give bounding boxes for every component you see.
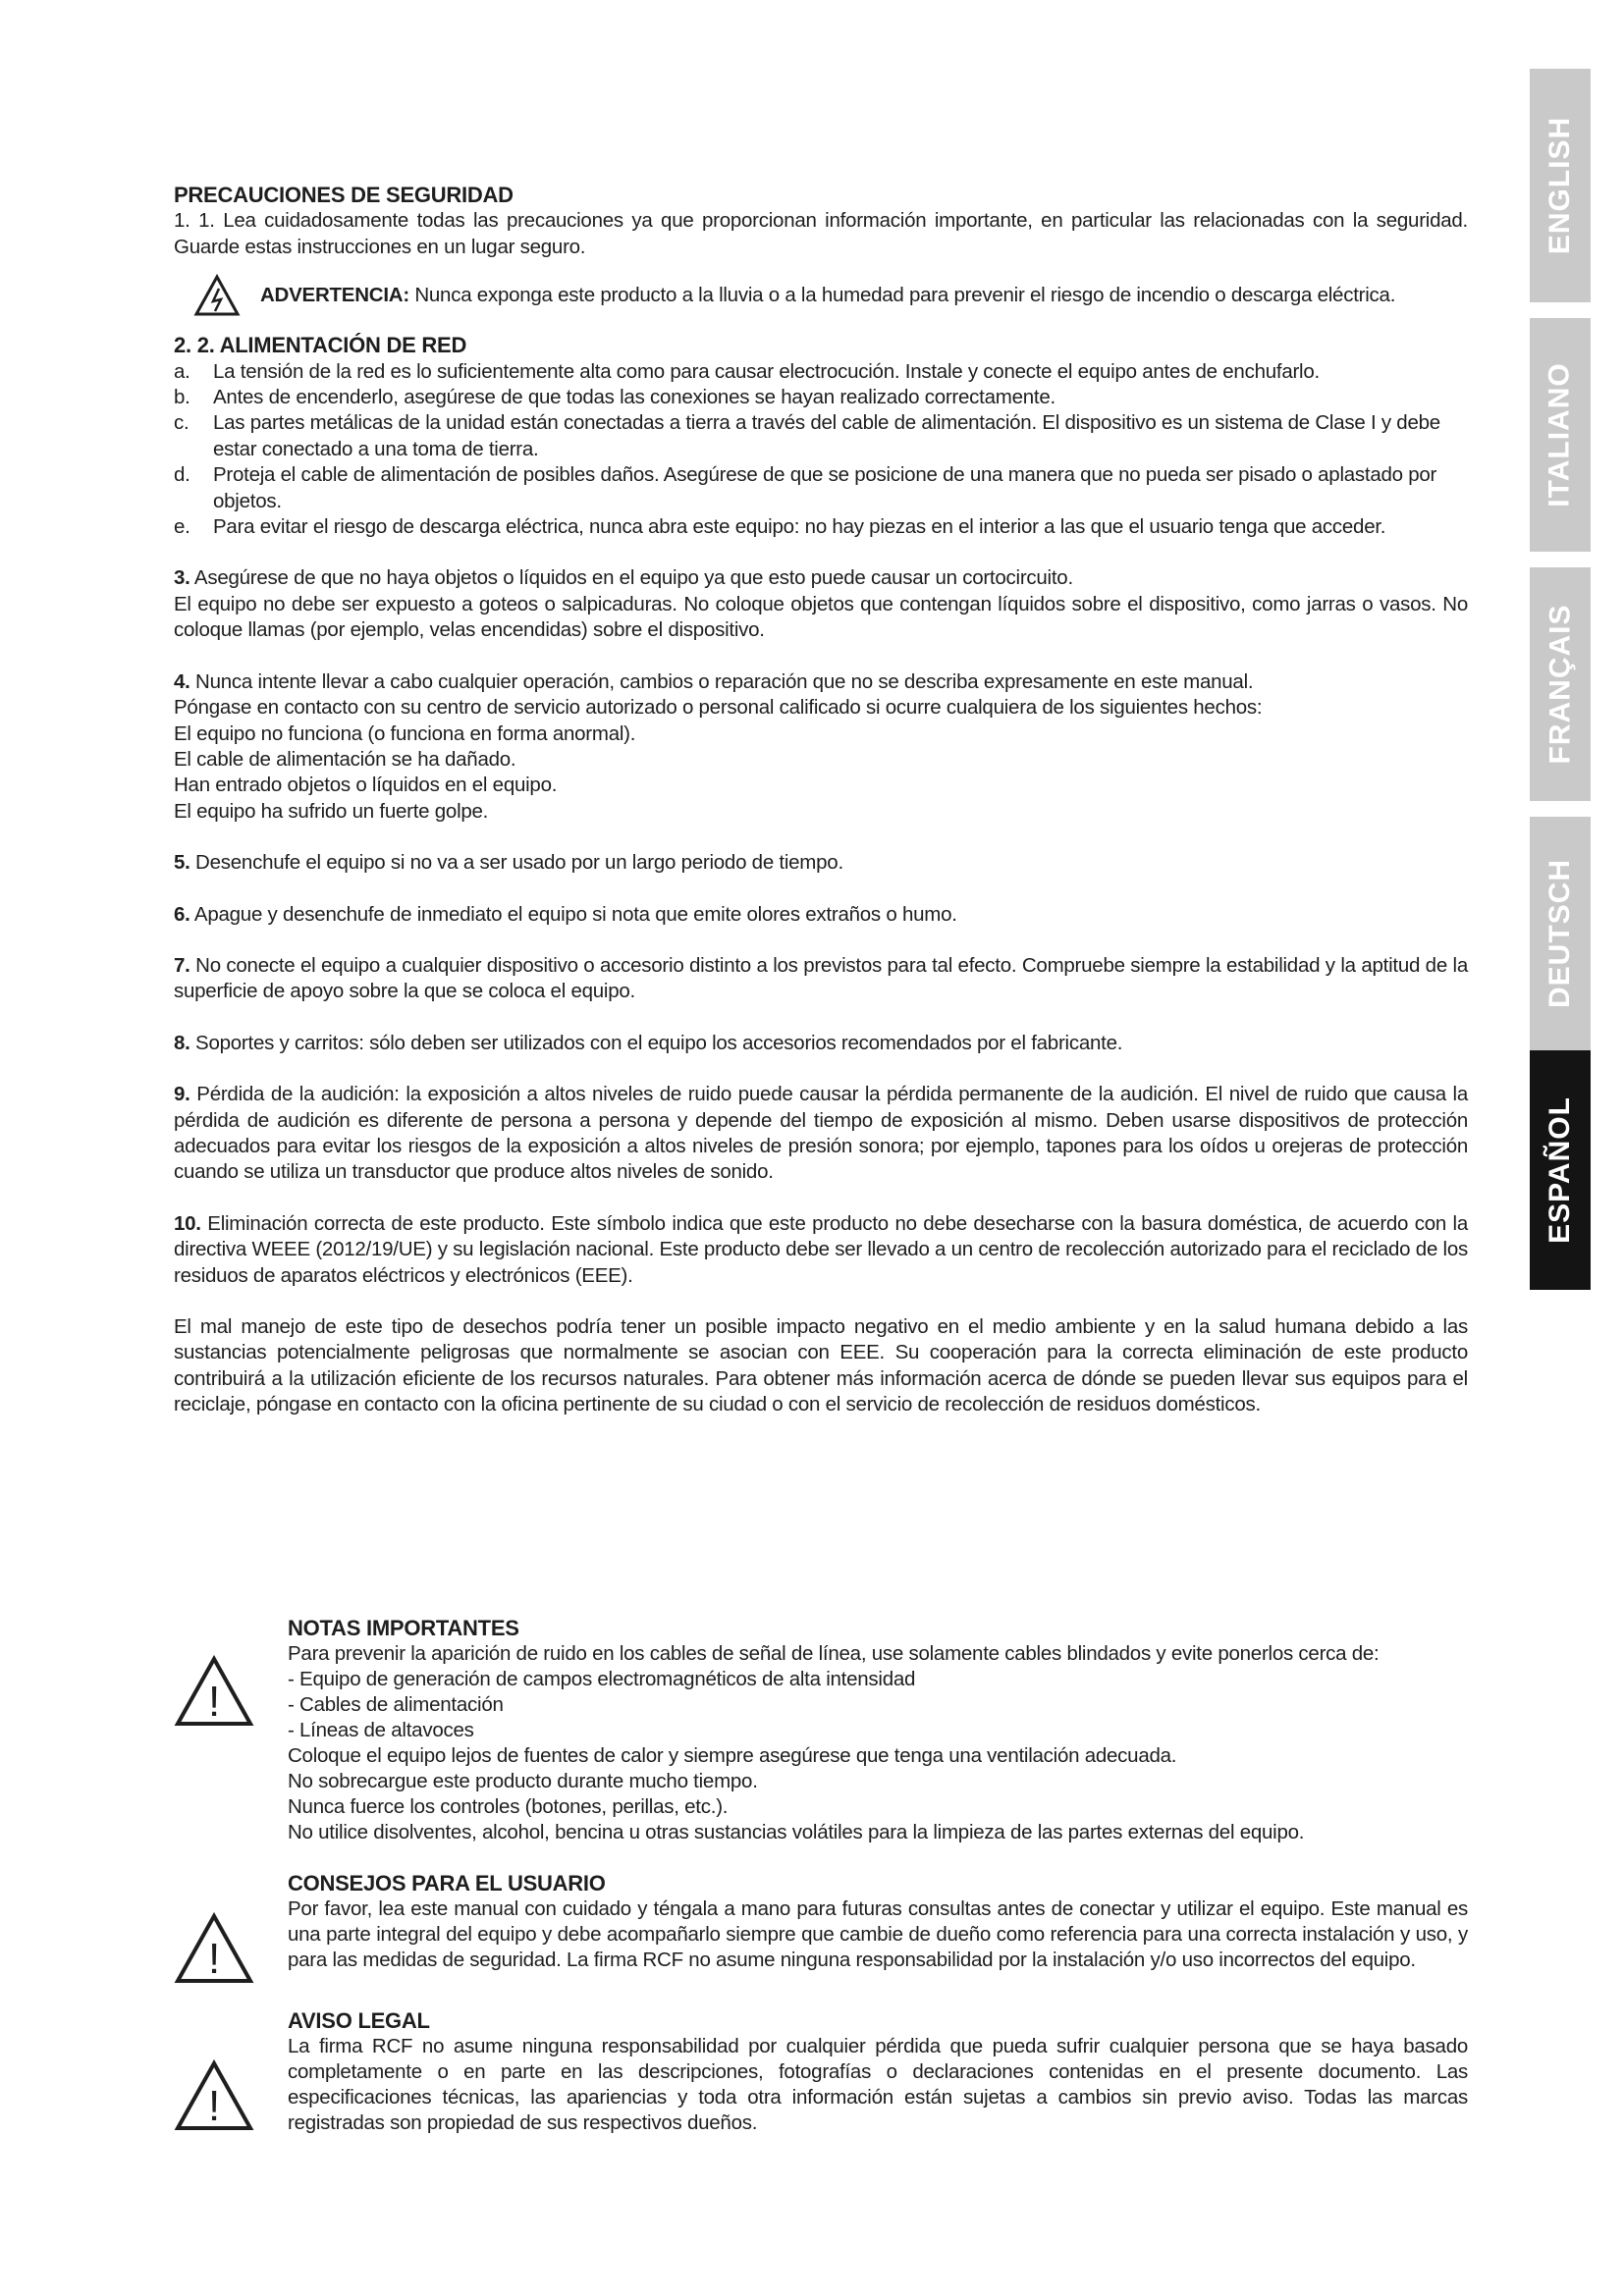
advice-text: Por favor, lea este manual con cuidado y téngala a mano para futuras consultas antes de conectar y utilizar el equipo. Este manual es una parte integral del equipo y debe acompañarlo siempre que cambie de dueño como referencia para una correcta instalación y uso, y para las medidas de seguridad. La firma RCF no asume ninguna responsabilidad por la instalación y/o uso incorrectos del equipo. xyxy=(288,1897,1468,1971)
warning-icon xyxy=(174,1912,254,1985)
tab-english[interactable]: ENGLISH xyxy=(1530,69,1591,302)
safety-section xyxy=(174,183,1468,1418)
list-item: b. Antes de encenderlo, asegúrese de que todas las conexiones se hayan realizado correctamente. xyxy=(174,386,1056,409)
mains-title: 2. 2. ALIMENTACIÓN DE RED xyxy=(174,333,467,358)
svg-text:!: ! xyxy=(208,1678,220,1726)
legal-text: La firma RCF no asume ninguna responsabilidad por cualquier pérdida que pueda sufrir cualquier persona que se haya basado completamente o en parte en las descripciones, fotografías o declaraciones contenidas en el presente documento. Las especificaciones técnicas, las apariencias y toda otra información están sujetas a cambios sin previo aviso. Todas las marcas registradas son propiedad de sus respectivos dueños. xyxy=(288,2035,1468,2134)
list-item: e. Para evitar el riesgo de descarga eléctrica, nunca abra este equipo: no hay piezas en el interior a las que el usuario tenga que acceder. xyxy=(174,515,1386,539)
paragraph-7: 7. No conecte el equipo a cualquier dispositivo o accesorio distinto a los previstos para tal efecto. Compruebe siempre la estabilidad y la aptitud de la superficie de apoyo sobre la que se coloca el equipo. xyxy=(174,953,1468,1003)
paragraph-3: 3. Asegúrese de que no haya objetos o líquidos en el equipo ya que esto puede causar un cortocircuito. xyxy=(174,566,1073,590)
notes-line: Coloque el equipo lejos de fuentes de calor y siempre asegúrese que tenga una ventilación adecuada. xyxy=(288,1744,1177,1767)
notes-line: Nunca fuerce los controles (botones, perillas, etc.). xyxy=(288,1795,729,1818)
paragraph-6: 6. Apague y desenchufe de inmediato el equipo si nota que emite olores extraños o humo. xyxy=(174,902,957,926)
warning-text: Nunca exponga este producto a la lluvia o a la humedad para prevenir el riesgo de incendio o descarga eléctrica. xyxy=(408,284,1396,307)
paragraph-8: 8. Soportes y carritos: sólo deben ser utilizados con el equipo los accesorios recomendados por el fabricante. xyxy=(174,1031,1123,1054)
electric-warning-icon xyxy=(193,274,241,317)
tab-deutsch[interactable]: DEUTSCH xyxy=(1530,817,1591,1050)
notes-line: No utilice disolventes, alcohol, bencina u otras sustancias volátiles para la limpieza de las partes externas del equipo. xyxy=(288,1821,1305,1843)
notes-line: - Cables de alimentación xyxy=(288,1693,504,1716)
paragraph-4-line: Han entrado objetos o líquidos en el equipo. xyxy=(174,774,558,797)
notes-line: Para prevenir la aparición de ruido en los cables de señal de línea, use solamente cables blindados y evite ponerlos cerca de: xyxy=(288,1642,1380,1665)
paragraph-1: 1. 1. Lea cuidadosamente todas las precauciones ya que proporcionan información importante, en particular las relacionadas con la seguridad. Guarde estas instrucciones en un lugar seguro. xyxy=(174,209,1468,258)
notes-line: No sobrecargue este producto durante mucho tiempo. xyxy=(288,1770,758,1792)
warning-icon xyxy=(174,1655,254,1728)
list-item: c. Las partes metálicas de la unidad están conectadas a tierra a través del cable de alimentación. El dispositivo es un sistema de Clase I y debe estar conectado a una toma de tierra. xyxy=(174,411,1440,460)
tab-italiano[interactable]: ITALIANO xyxy=(1530,318,1591,552)
legal-title: AVISO LEGAL xyxy=(288,2008,430,2033)
warning-line xyxy=(193,274,1468,317)
warning-label: ADVERTENCIA: xyxy=(260,284,409,307)
notes-title: NOTAS IMPORTANTES xyxy=(288,1616,519,1640)
paragraph-9: 9. Pérdida de la audición: la exposición a altos niveles de ruido puede causar la pérdida permanente de la audición. El nivel de ruido que causa la pérdida de audición es diferente de persona a persona y depende del tiempo de exposición al mismo. Deben usarse dispositivos de protección adecuados para evitar los riesgos de la exposición a altos niveles de presión sonora; por ejemplo, tapones para los oídos u orejeras de protección cuando se utiliza un transductor que produce altos niveles de sonido. xyxy=(174,1083,1468,1184)
advice-title: CONSEJOS PARA EL USUARIO xyxy=(288,1871,606,1896)
paragraph-4-line: El equipo ha sufrido un fuerte golpe. xyxy=(174,799,489,823)
list-item: d. Proteja el cable de alimentación de posibles daños. Asegúrese de que se posicione de una manera que no pueda ser pisado o aplastado por objetos. xyxy=(174,463,1437,512)
paragraph-3-cont: El equipo no debe ser expuesto a goteos o salpicaduras. No coloque objetos que contengan líquidos sobre el dispositivo, como jarras o vasos. No coloque llamas (por ejemplo, velas encendidas) sobre el dispositivo. xyxy=(174,592,1468,642)
list-item: a. La tensión de la red es lo suficientemente alta como para causar electrocución. Instale y conecte el equipo antes de enchufarlo. xyxy=(174,359,1320,383)
tab-espanol[interactable]: ESPAÑOL xyxy=(1530,1050,1591,1290)
paragraph-4-line: Póngase en contacto con su centro de servicio autorizado o personal calificado si ocurre cualquiera de los siguientes hechos: xyxy=(174,696,1263,720)
paragraph-10: 10. Eliminación correcta de este producto. Este símbolo indica que este producto no debe desecharse con la basura doméstica, de acuerdo con la directiva WEEE (2012/19/UE) y su legislación nacional. Este producto debe ser llevado a un centro de recolección autorizado para el reciclado de los residuos de aparatos eléctricos y electrónicos (EEE). xyxy=(174,1211,1468,1287)
notes-line: - Equipo de generación de campos electromagnéticos de alta intensidad xyxy=(288,1668,916,1690)
svg-text:!: ! xyxy=(208,2082,220,2130)
notes-line: - Líneas de altavoces xyxy=(288,1719,474,1741)
section-title: PRECAUCIONES DE SEGURIDAD xyxy=(174,183,514,207)
paragraph-11: El mal manejo de este tipo de desechos podría tener un posible impacto negativo en el medio ambiente y en la salud humana debido a las sustancias potencialmente peligrosas que normalmente se asocian con EEE. Su cooperación para la correcta eliminación de este producto contribuirá a la utilización eficiente de los recursos naturales. Para obtener más información acerca de dónde se pueden llevar sus equipos para el reciclaje, póngase en contacto con la oficina pertinente de su ciudad o con el servicio de recolección de residuos domésticos. xyxy=(174,1315,1468,1416)
paragraph-4: 4. Nunca intente llevar a cabo cualquier operación, cambios o reparación que no se describa expresamente en este manual. xyxy=(174,669,1254,693)
paragraph-4-line: El equipo no funciona (o funciona en forma anormal). xyxy=(174,721,636,745)
svg-text:!: ! xyxy=(208,1935,220,1983)
tab-francais[interactable]: FRANÇAIS xyxy=(1530,567,1591,801)
warning-icon xyxy=(174,2059,254,2132)
paragraph-5: 5. Desenchufe el equipo si no va a ser usado por un largo periodo de tiempo. xyxy=(174,851,843,875)
paragraph-4-line: El cable de alimentación se ha dañado. xyxy=(174,747,516,771)
